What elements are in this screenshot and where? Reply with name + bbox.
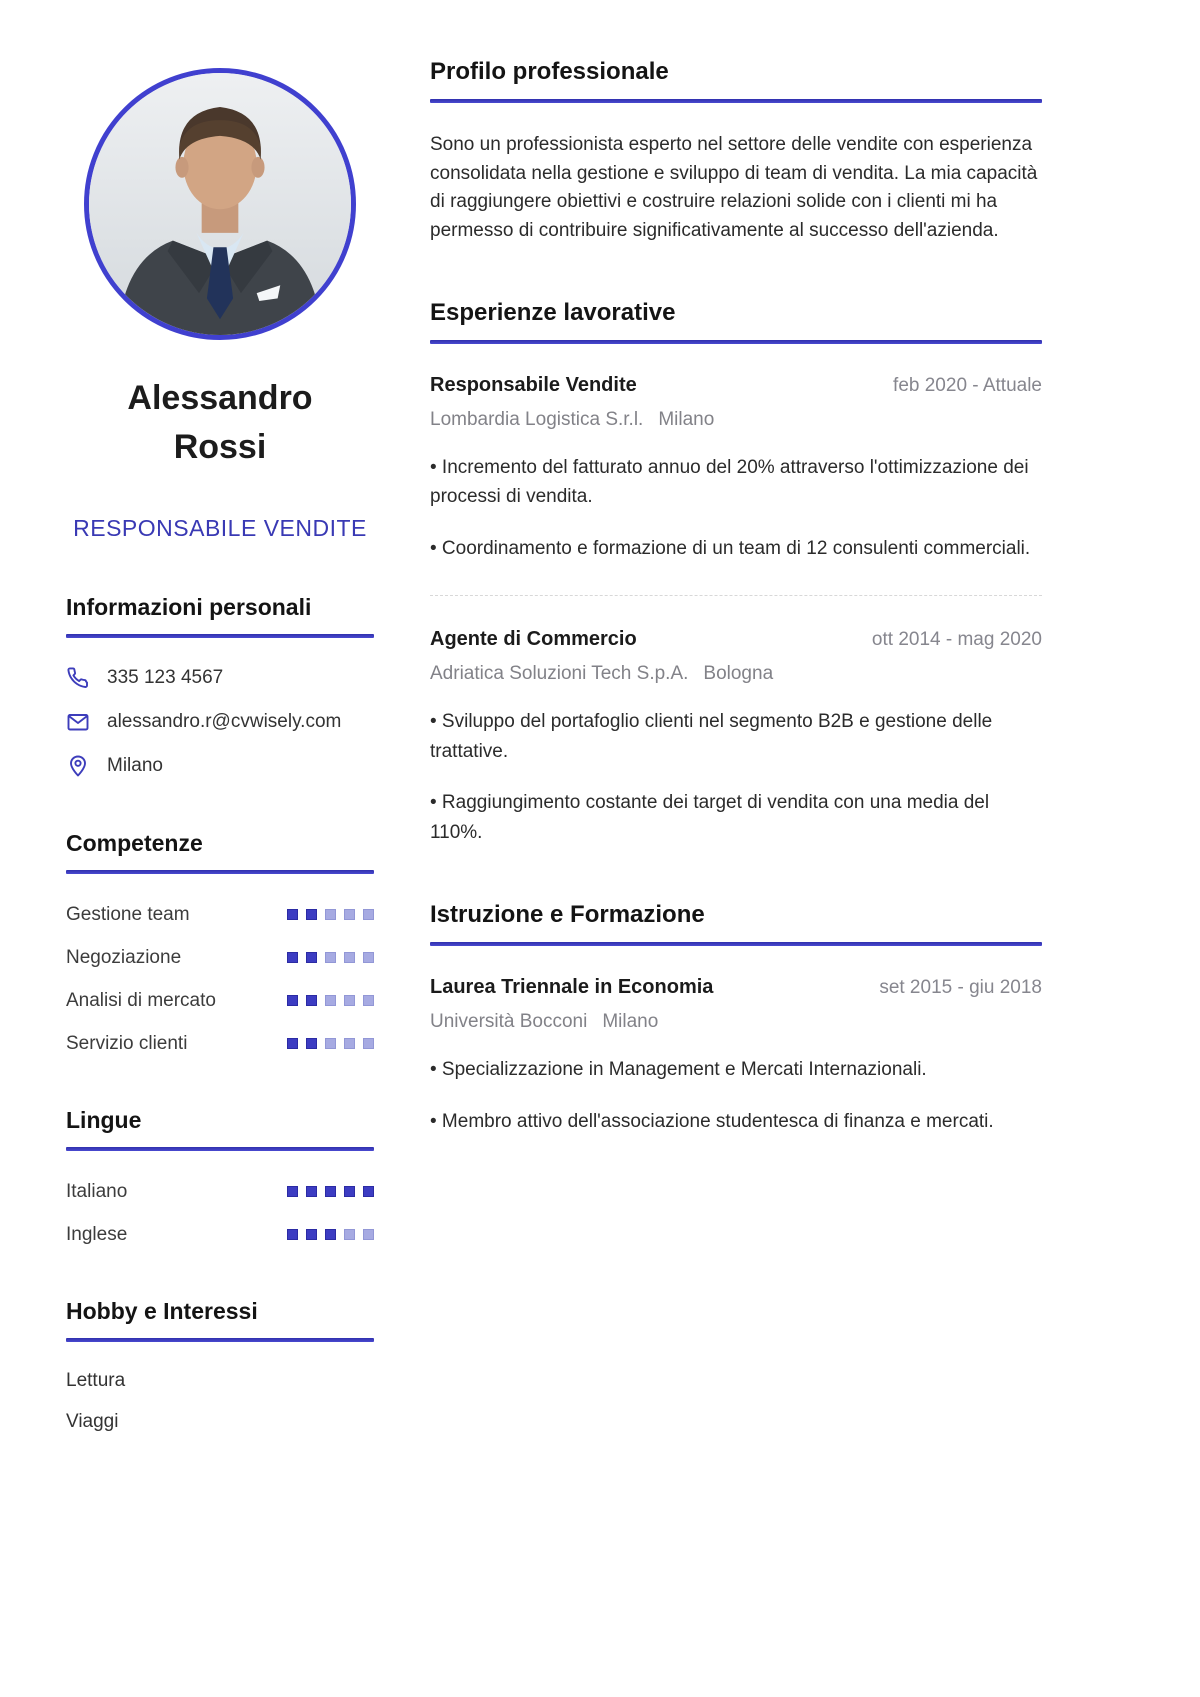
- heading-rule: [66, 634, 374, 638]
- hobbies-list: [66, 1370, 374, 1433]
- main-column: [430, 34, 1042, 1637]
- bullet-item: • Coordinamento e formazione di un team di 12 consulenti commerciali.: [430, 537, 1031, 559]
- person-first-name: Alessandro: [127, 379, 313, 417]
- heading-rule: [430, 99, 1042, 103]
- hobby-item: Viaggi: [66, 1410, 119, 1432]
- level-dot-empty: [363, 1038, 374, 1049]
- level-dot-filled: [306, 1229, 317, 1240]
- experience-list: [430, 374, 1042, 847]
- profile-photo: [84, 68, 356, 340]
- language-row: [66, 1181, 374, 1203]
- person-name: [66, 374, 374, 473]
- personal-info-section: [66, 594, 374, 778]
- skill-level-dots: [287, 995, 374, 1006]
- language-label: Inglese: [66, 1223, 128, 1245]
- skill-level-dots: [287, 909, 374, 920]
- language-level-dots: [287, 1229, 374, 1240]
- entry-header: [430, 374, 1042, 397]
- skill-level-dots: [287, 952, 374, 963]
- section-heading: Esperienze lavorative: [430, 299, 676, 326]
- skill-label: Analisi di mercato: [66, 989, 216, 1011]
- level-dot-filled: [306, 1038, 317, 1049]
- location-pin-icon: [66, 754, 90, 778]
- person-job-title: RESPONSABILE VENDITE: [73, 514, 367, 541]
- hobby-item: Lettura: [66, 1369, 126, 1391]
- organization-name: Adriatica Soluzioni Tech S.p.A.: [430, 663, 689, 685]
- level-dot-filled: [306, 909, 317, 920]
- entry-organization: [430, 409, 1042, 431]
- level-dot-empty: [363, 909, 374, 920]
- entry-header: [430, 628, 1042, 651]
- level-dot-filled: [306, 1186, 317, 1197]
- heading-rule: [430, 942, 1042, 946]
- level-dot-filled: [287, 1038, 298, 1049]
- skills-section: [66, 830, 374, 1055]
- heading-rule: [430, 340, 1042, 344]
- entry-bullets: [430, 707, 1042, 847]
- bullet-item: • Membro attivo dell'associazione studentesca di finanza e mercati.: [430, 1110, 994, 1132]
- level-dot-empty: [325, 1038, 336, 1049]
- languages-section: [66, 1107, 374, 1246]
- bullet-item: • Raggiungimento costante dei target di vendita con una media del 110%.: [430, 792, 990, 843]
- bullet-item: • Sviluppo del portafoglio clienti nel segmento B2B e gestione delle trattative.: [430, 711, 993, 762]
- experience-entry: [430, 374, 1042, 563]
- level-dot-empty: [344, 1229, 355, 1240]
- entry-title: Agente di Commercio: [430, 628, 637, 651]
- level-dot-empty: [325, 995, 336, 1006]
- organization-city: Milano: [602, 1011, 659, 1033]
- skill-level-dots: [287, 1038, 374, 1049]
- bullet-item: • Specializzazione in Management e Mercati Internazionali.: [430, 1059, 927, 1081]
- level-dot-filled: [306, 995, 317, 1006]
- heading-rule: [66, 1147, 374, 1151]
- organization-city: Bologna: [703, 663, 774, 685]
- profile-photo-illustration: [89, 73, 351, 335]
- profile-section: [430, 58, 1042, 245]
- level-dot-filled: [363, 1186, 374, 1197]
- skill-row: [66, 904, 374, 926]
- section-heading: Profilo professionale: [430, 58, 669, 85]
- heading-rule: [66, 870, 374, 874]
- level-dot-empty: [325, 909, 336, 920]
- hobbies-section: [66, 1298, 374, 1433]
- experience-entry: [430, 595, 1042, 847]
- contact-list: [66, 666, 374, 778]
- level-dot-filled: [306, 952, 317, 963]
- level-dot-filled: [287, 995, 298, 1006]
- entry-title: Laurea Triennale in Economia: [430, 976, 714, 999]
- level-dot-filled: [344, 1186, 355, 1197]
- level-dot-empty: [363, 995, 374, 1006]
- education-entry: [430, 976, 1042, 1136]
- level-dot-filled: [287, 909, 298, 920]
- organization-name: Lombardia Logistica S.r.l.: [430, 409, 644, 430]
- skill-row: [66, 1033, 374, 1055]
- profile-text: Sono un professionista esperto nel settore delle vendite con esperienza consolidata nella gestione e sviluppo di team di vendita. La mia capacità di raggiungere obiettivi e costruire relazioni solide con i clienti mi ha permesso di contribuire significativamente al successo dell'azienda.: [430, 134, 1038, 241]
- entry-dates: feb 2020 - Attuale: [893, 375, 1042, 396]
- entry-dates: set 2015 - giu 2018: [879, 977, 1042, 999]
- education-section: [430, 901, 1042, 1136]
- level-dot-empty: [344, 1038, 355, 1049]
- section-heading: Informazioni personali: [66, 593, 312, 620]
- skill-label: Negoziazione: [66, 946, 182, 968]
- entry-header: [430, 976, 1042, 999]
- level-dot-filled: [287, 952, 298, 963]
- level-dot-empty: [325, 952, 336, 963]
- contact-row-location: [66, 754, 374, 778]
- sidebar-column: [66, 34, 374, 1637]
- level-dot-empty: [344, 952, 355, 963]
- level-dot-empty: [363, 952, 374, 963]
- skills-list: [66, 904, 374, 1055]
- entry-bullets: [430, 1055, 1042, 1136]
- level-dot-filled: [325, 1186, 336, 1197]
- section-heading: Istruzione e Formazione: [430, 901, 705, 929]
- section-heading: Hobby e Interessi: [66, 1297, 258, 1324]
- language-label: Italiano: [66, 1180, 128, 1202]
- skill-label: Servizio clienti: [66, 1032, 188, 1054]
- level-dot-filled: [325, 1229, 336, 1240]
- level-dot-empty: [344, 995, 355, 1006]
- contact-email-value: alessandro.r@cvwisely.com: [107, 710, 342, 732]
- language-row: [66, 1224, 374, 1246]
- entry-organization: [430, 663, 1042, 685]
- organization-city: Milano: [658, 409, 715, 430]
- entry-bullets: [430, 453, 1042, 563]
- education-list: [430, 976, 1042, 1136]
- level-dot-filled: [287, 1229, 298, 1240]
- entry-title: Responsabile Vendite: [430, 374, 637, 396]
- level-dot-filled: [287, 1186, 298, 1197]
- experience-section: [430, 299, 1042, 847]
- phone-icon: [66, 666, 90, 690]
- level-dot-empty: [363, 1229, 374, 1240]
- language-level-dots: [287, 1186, 374, 1197]
- email-icon: [66, 710, 90, 734]
- level-dot-empty: [344, 909, 355, 920]
- heading-rule: [66, 1338, 374, 1342]
- skill-row: [66, 947, 374, 969]
- languages-list: [66, 1181, 374, 1246]
- entry-dates: ott 2014 - mag 2020: [871, 629, 1042, 651]
- entry-organization: [430, 1011, 1042, 1033]
- skill-row: [66, 990, 374, 1012]
- contact-phone-value: 335 123 4567: [107, 666, 224, 688]
- contact-location-value: Milano: [107, 754, 163, 776]
- contact-row-phone: [66, 666, 374, 690]
- section-heading: Competenze: [66, 829, 203, 856]
- section-heading: Lingue: [66, 1106, 142, 1133]
- contact-row-email: [66, 710, 374, 734]
- person-last-name: Rossi: [173, 428, 267, 467]
- organization-name: Università Bocconi: [430, 1011, 588, 1033]
- skill-label: Gestione team: [66, 903, 190, 925]
- bullet-item: • Incremento del fatturato annuo del 20% attraverso l'ottimizzazione dei processi di vendita.: [430, 457, 1029, 508]
